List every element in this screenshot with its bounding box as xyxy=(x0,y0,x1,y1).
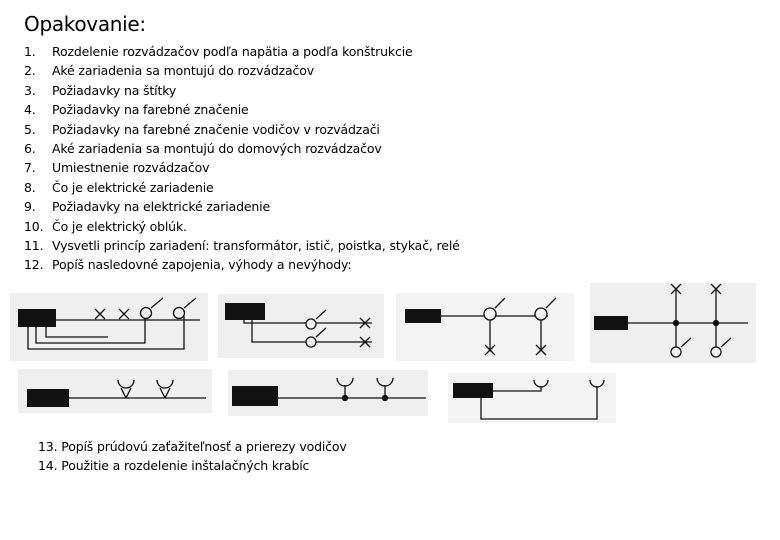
item-number: 4. xyxy=(24,102,36,118)
item-text: Požiadavky na farebné značenie vodičov v rozvádzači xyxy=(52,121,380,137)
item-text: Aké zariadenia sa montujú do domových rozvádzačov xyxy=(52,141,382,157)
diagram-e xyxy=(18,369,212,413)
item-number: 5. xyxy=(24,121,36,137)
item-text: Vysvetli princíp zariadení: transformátor, istič, poistka, stykač, relé xyxy=(52,238,460,254)
diagram-f xyxy=(228,370,428,416)
list-item: 13. Popíš prúdovú zaťažiteľnosť a prierezy vodičov xyxy=(38,439,347,454)
item-text: Rozdelenie rozvádzačov podľa napätia a podľa konštrukcie xyxy=(52,44,413,59)
diagram-c xyxy=(396,293,574,361)
item-number: 9. xyxy=(24,199,36,215)
list-item xyxy=(24,197,460,216)
item-text: Požiadavky na elektrické zariadenie xyxy=(52,199,271,215)
item-number: 6. xyxy=(24,141,36,157)
item-number: 3. xyxy=(24,82,36,98)
item-number: 11. xyxy=(24,238,44,254)
list-item xyxy=(24,100,460,119)
item-text: Aké zariadenia sa montujú do rozvádzačov xyxy=(52,63,314,79)
list-item xyxy=(24,139,460,158)
diagram-a xyxy=(10,293,208,361)
list-item: 14. Použitie a rozdelenie inštalačných krabíc xyxy=(38,458,310,474)
item-text: Umiestnenie rozvádzačov xyxy=(52,160,210,176)
item-text: Požiadavky na farebné značenie xyxy=(52,102,249,118)
item-number: 2. xyxy=(24,63,36,79)
list-item xyxy=(24,120,460,139)
list-item xyxy=(24,236,460,255)
item-text: Popíš nasledovné zapojenia, výhody a nevýhody: xyxy=(52,257,352,273)
list-item xyxy=(24,42,460,61)
item-text: Čo je elektrický oblúk. xyxy=(52,218,187,234)
item-number: 1. xyxy=(24,44,36,59)
list-item xyxy=(24,178,460,197)
item-number: 12. xyxy=(24,257,44,273)
question-list xyxy=(24,42,460,275)
slide-title: Opakovanie: xyxy=(24,12,146,36)
additional-questions xyxy=(38,437,347,476)
list-item xyxy=(24,217,460,236)
list-item xyxy=(24,158,460,177)
item-text: Čo je elektrické zariadenie xyxy=(52,179,214,195)
diagram-b xyxy=(218,294,384,358)
diagram-g xyxy=(448,373,616,423)
item-text: Požiadavky na štítky xyxy=(52,82,177,98)
list-item xyxy=(24,255,460,274)
item-number: 7. xyxy=(24,160,36,176)
item-number: 8. xyxy=(24,179,36,195)
list-item xyxy=(24,81,460,100)
list-item xyxy=(24,61,460,80)
item-number: 10. xyxy=(24,218,44,234)
diagram-d xyxy=(590,283,756,363)
